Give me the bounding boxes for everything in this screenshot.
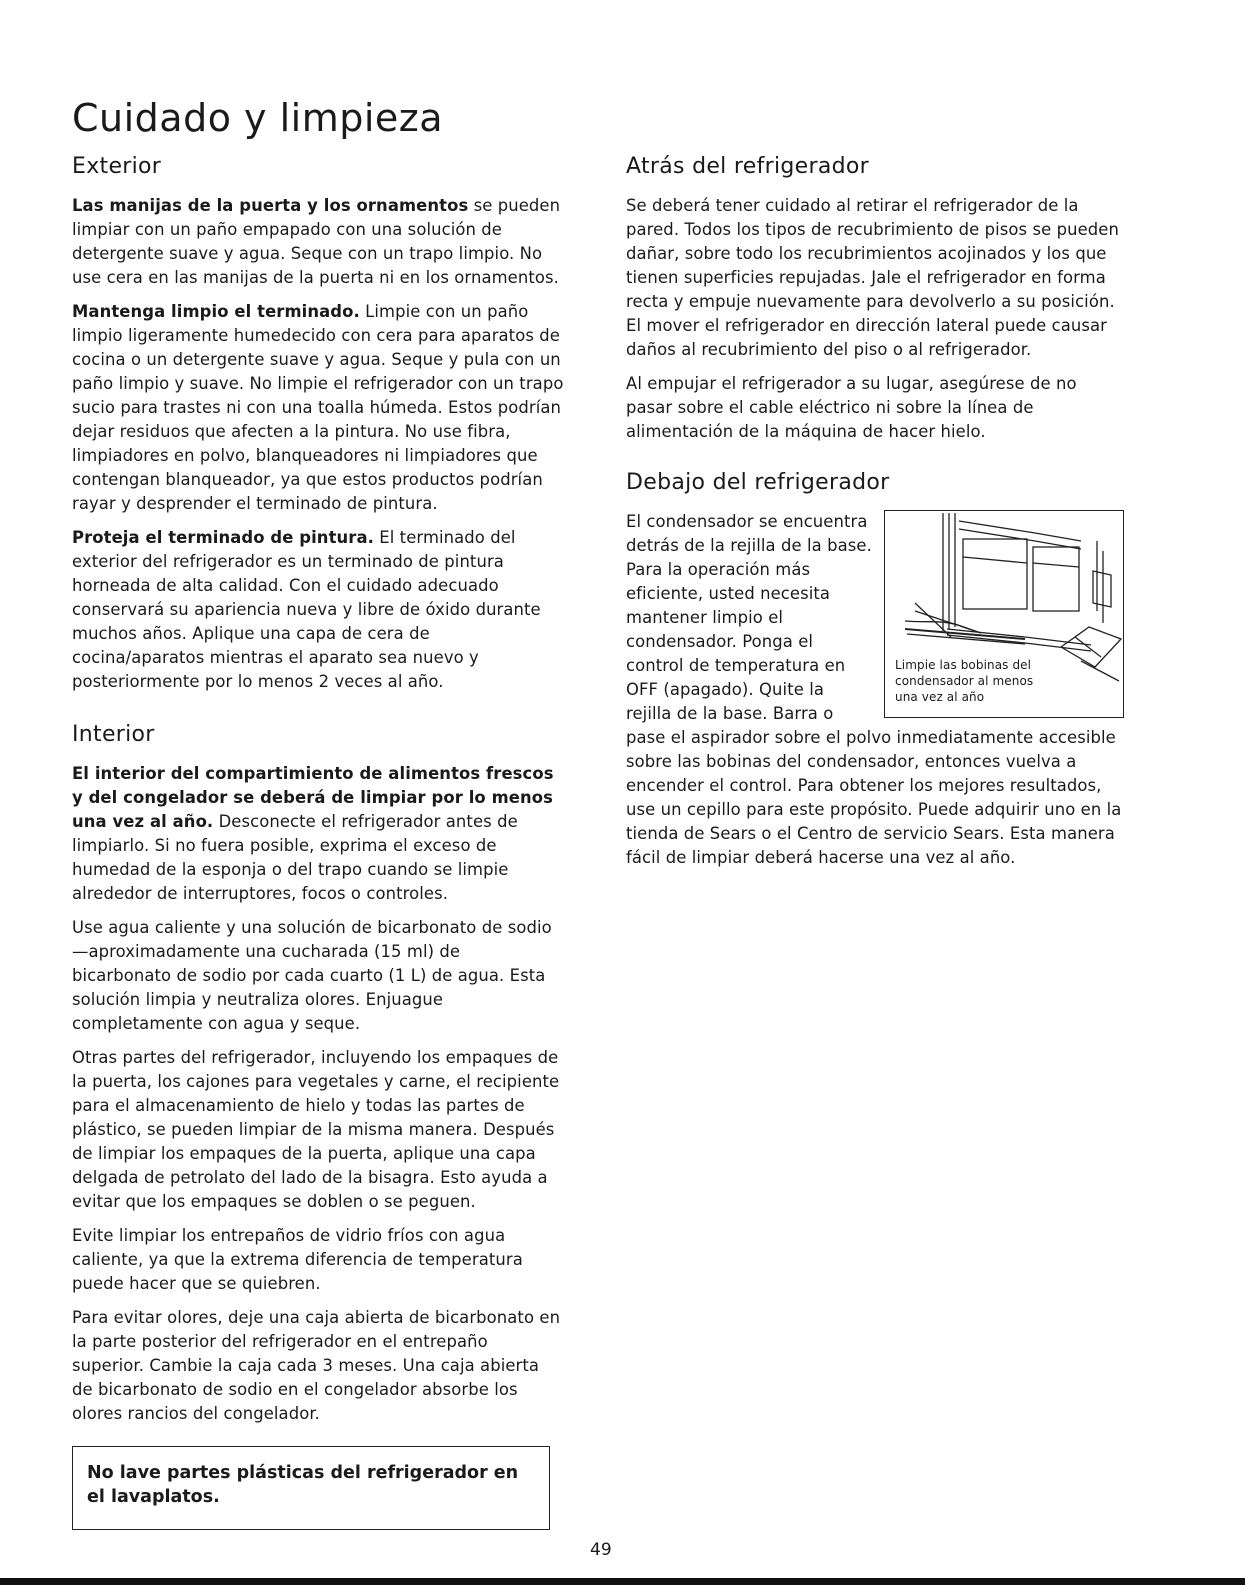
exterior-p2-text: Limpie con un paño limpio ligeramente humedecido con cera para aparatos de cocina o un detergente suave y agua. Seque y pula con un paño limpio y suave. No limpie el refrigerador con un trapo sucio para trastes ni con una toalla húmeda. Estos podrían dejar residuos que afecten a la pintura. No use fibra, limpiadores en polvo, blanqueadores ni limpiadores que contengan blanqueador, ya que estos productos podrían rayar y desprender el terminado de pintura. bbox=[72, 302, 564, 513]
debajo-p1-text: El condensador se encuentra detrás de la rejilla de la base. Para la operación más eficiente, usted necesita mantener limpio el condensador. Ponga el control de temperatura en OFF (apagado). Quite la rejilla de la base. Barra o pase el aspirador sobre el polvo inmediatamente accesible sobre las bobinas del condensador, entonces vuelva a encender el control. Para obtener los mejores resultados, use un cepillo para este propósito. Puede adquirir uno en la tienda de Sears o el Centro de servicio Sears. Esta manera fácil de limpiar deberá hacerse una vez al año. bbox=[626, 512, 1122, 867]
bottom-rule bbox=[0, 1578, 1245, 1585]
debajo-heading: Debajo del refrigerador bbox=[626, 470, 890, 495]
warning-note-text: No lave partes plásticas del refrigerador en el lavaplatos. bbox=[87, 1463, 519, 1507]
interior-paragraph-4: Evite limpiar los entrepaños de vidrio fríos con agua caliente, ya que la extrema diferencia de temperatura puede hacer que se quiebren. bbox=[72, 1226, 523, 1293]
exterior-heading: Exterior bbox=[72, 154, 162, 179]
section-debajo bbox=[626, 468, 1124, 870]
exterior-p3-lead: Proteja el terminado de pintura. bbox=[72, 528, 374, 547]
section-atras bbox=[626, 152, 1124, 444]
section-exterior bbox=[72, 152, 564, 694]
warning-note-box bbox=[72, 1446, 550, 1530]
page-number: 49 bbox=[590, 1540, 612, 1560]
interior-heading: Interior bbox=[72, 722, 155, 747]
atras-heading: Atrás del refrigerador bbox=[626, 154, 869, 179]
interior-paragraph-3: Otras partes del refrigerador, incluyendo los empaques de la puerta, los cajones para vegetales y carne, el recipiente para el almacenamiento de hielo y todas las partes de plástico, se pueden limpiar de la misma manera. Después de limpiar los empaques de la puerta, aplique una capa delgada de petrolato del lado de la bisagra. Esto ayuda a evitar que los empaques se doblen o se peguen. bbox=[72, 1048, 560, 1211]
exterior-paragraph-1 bbox=[72, 194, 564, 290]
exterior-paragraph-3 bbox=[72, 526, 564, 694]
interior-paragraph-2: Use agua caliente y una solución de bicarbonato de sodio—aproximadamente una cucharada (15 ml) de bicarbonato de sodio por cada cuarto (1 L) de agua. Esta solución limpia y neutraliza olores. Enjuague completamente con agua y seque. bbox=[72, 918, 552, 1033]
exterior-p2-lead: Mantenga limpio el terminado. bbox=[72, 302, 360, 321]
interior-paragraph-1 bbox=[72, 762, 564, 906]
figure-caption: Limpie las bobinas del condensador al menos una vez al año bbox=[895, 657, 1055, 705]
condenser-cleaning-figure bbox=[884, 510, 1124, 718]
exterior-p3-text: El terminado del exterior del refrigerador es un terminado de pintura horneada de alta calidad. Con el cuidado adecuado conservará su apariencia nueva y libre de óxido durante muchos años. Aplique una capa de cera de cocina/aparatos mientras el aparato sea nuevo y posteriormente por lo menos 2 veces al año. bbox=[72, 528, 541, 691]
interior-paragraph-5: Para evitar olores, deje una caja abierta de bicarbonato en la parte posterior del refrigerador en el entrepaño superior. Cambie la caja cada 3 meses. Una caja abierta de bicarbonato de sodio en el congelador absorbe los olores rancios del congelador. bbox=[72, 1308, 561, 1423]
right-column bbox=[626, 152, 1124, 880]
exterior-p1-text: se pueden limpiar con un paño empapado con una solución de detergente suave y agua. Seque con un trapo limpio. No use cera en las manijas de la puerta ni en los ornamentos. bbox=[72, 196, 561, 287]
interior-p1-lead: El interior del compartimiento de alimentos frescos y del congelador se deberá de limpiar por lo menos una vez al año. bbox=[72, 764, 554, 831]
exterior-p1-lead: Las manijas de la puerta y los ornamentos bbox=[72, 196, 469, 215]
atras-paragraph-2: Al empujar el refrigerador a su lugar, asegúrese de no pasar sobre el cable eléctrico ni sobre la línea de alimentación de la máquina de hacer hielo. bbox=[626, 374, 1077, 441]
interior-p1-text: Desconecte el refrigerador antes de limpiarlo. Si no fuera posible, exprima el exceso de humedad de la esponja o del trapo cuando se limpie alrededor de interruptores, focos o controles. bbox=[72, 812, 518, 903]
page-title: Cuidado y limpieza bbox=[72, 96, 444, 140]
left-column bbox=[72, 152, 564, 1436]
section-interior bbox=[72, 720, 564, 1426]
exterior-paragraph-2 bbox=[72, 300, 564, 516]
atras-paragraph-1: Se deberá tener cuidado al retirar el refrigerador de la pared. Todos los tipos de recubrimiento de pisos se pueden dañar, sobre todo los recubrimientos acojinados y los que tienen superficies repujadas. Jale el refrigerador en forma recta y empuje nuevamente para devolverlo a su posición. El mover el refrigerador en dirección lateral puede causar daños al recubrimiento del piso o al refrigerador. bbox=[626, 196, 1119, 359]
debajo-paragraph-1 bbox=[626, 510, 1124, 870]
